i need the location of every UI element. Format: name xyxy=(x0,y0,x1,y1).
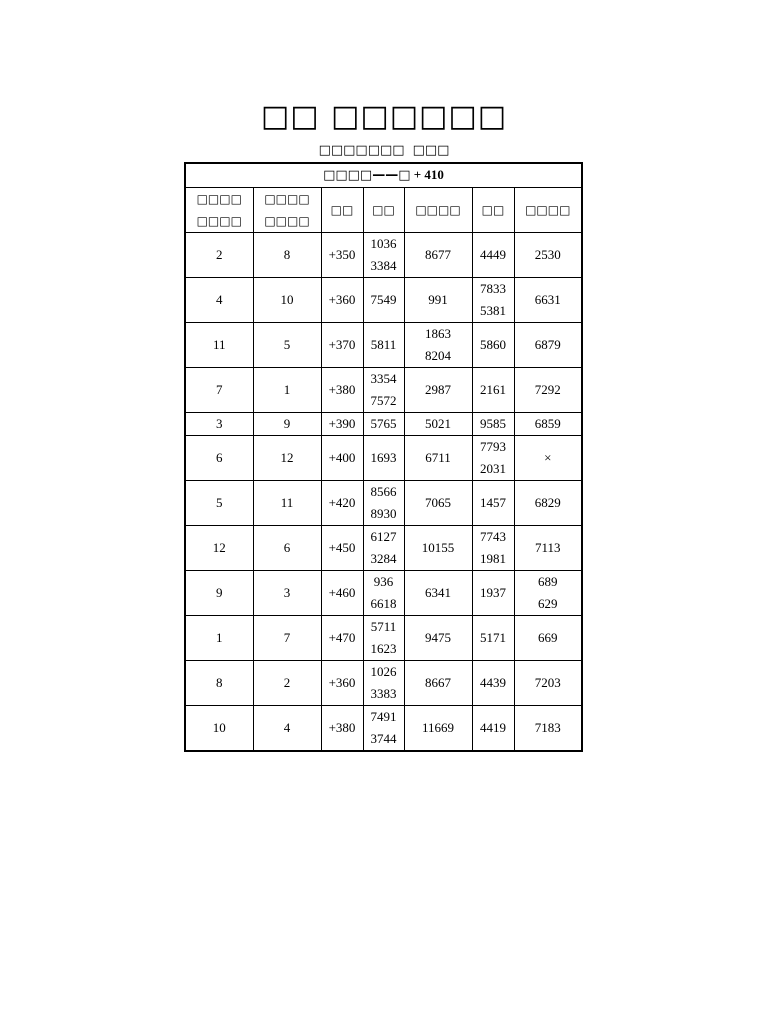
table-cell: 9585 xyxy=(472,413,514,436)
table-cell: 10 xyxy=(253,278,321,323)
table-cell: 8566 8930 xyxy=(363,481,404,526)
table-cell: 1036 3384 xyxy=(363,233,404,278)
table-cell: 12 xyxy=(185,526,253,571)
table-cell: 3 xyxy=(185,413,253,436)
table-cell: +390 xyxy=(321,413,363,436)
table-cell: 8 xyxy=(185,661,253,706)
table-row xyxy=(185,278,582,323)
table-cell: 5 xyxy=(253,323,321,368)
table-cell: +360 xyxy=(321,278,363,323)
table-cell: +350 xyxy=(321,233,363,278)
table-cell: 2530 xyxy=(514,233,582,278)
table-cell: 4449 xyxy=(472,233,514,278)
table-cell: 2 xyxy=(185,233,253,278)
table-cell: 5711 1623 xyxy=(363,616,404,661)
table-cell: 7793 2031 xyxy=(472,436,514,481)
column-header: □□□□ xyxy=(514,188,582,233)
table-cell: +420 xyxy=(321,481,363,526)
table-cell: +470 xyxy=(321,616,363,661)
table-cell: 1 xyxy=(185,616,253,661)
table-cell: +380 xyxy=(321,368,363,413)
table-cell: 11 xyxy=(253,481,321,526)
table-cell: 10 xyxy=(185,706,253,752)
table-cell: 7065 xyxy=(404,481,472,526)
table-cell: 5811 xyxy=(363,323,404,368)
table-cell: 6711 xyxy=(404,436,472,481)
table-row xyxy=(185,323,582,368)
table-cell: 1457 xyxy=(472,481,514,526)
table-cell: 10155 xyxy=(404,526,472,571)
column-header: □□ xyxy=(321,188,363,233)
table-cell: 7743 1981 xyxy=(472,526,514,571)
table-cell: 6 xyxy=(253,526,321,571)
table-cell: 936 6618 xyxy=(363,571,404,616)
table-row xyxy=(185,481,582,526)
header-row xyxy=(185,188,582,233)
table-cell: 1693 xyxy=(363,436,404,481)
table-cell: 5171 xyxy=(472,616,514,661)
table-cell: 6631 xyxy=(514,278,582,323)
table-cell: +460 xyxy=(321,571,363,616)
table-cell: 4 xyxy=(253,706,321,752)
table-cell: 7 xyxy=(185,368,253,413)
table-cell: 4 xyxy=(185,278,253,323)
table-cell: 5 xyxy=(185,481,253,526)
table-cell: 5765 xyxy=(363,413,404,436)
table-cell: 8677 xyxy=(404,233,472,278)
table-row xyxy=(185,661,582,706)
table-cell: 1863 8204 xyxy=(404,323,472,368)
table-cell: 8667 xyxy=(404,661,472,706)
table-cell: 6859 xyxy=(514,413,582,436)
table-cell: 669 xyxy=(514,616,582,661)
table-cell: +450 xyxy=(321,526,363,571)
table-cell: × xyxy=(514,436,582,481)
table-cell: 7549 xyxy=(363,278,404,323)
table-cell: 9475 xyxy=(404,616,472,661)
table-cell: 3 xyxy=(253,571,321,616)
subtitle-left: □□□□□□□ xyxy=(318,143,405,158)
column-header: □□ xyxy=(472,188,514,233)
table-cell: 9 xyxy=(185,571,253,616)
table-cell: 7203 xyxy=(514,661,582,706)
table-cell: 7 xyxy=(253,616,321,661)
column-header: □□□□ xyxy=(404,188,472,233)
table-cell: 1937 xyxy=(472,571,514,616)
table-cell: 7183 xyxy=(514,706,582,752)
subtitle xyxy=(0,141,768,161)
table-cell: 5860 xyxy=(472,323,514,368)
table-row xyxy=(185,233,582,278)
table-cell: 1026 3383 xyxy=(363,661,404,706)
table-banner: □□□□——□ + 410 xyxy=(185,163,582,188)
table-cell: 991 xyxy=(404,278,472,323)
table-cell: 6 xyxy=(185,436,253,481)
table-cell: 9 xyxy=(253,413,321,436)
table-cell: 6127 3284 xyxy=(363,526,404,571)
table-cell: 11669 xyxy=(404,706,472,752)
data-table xyxy=(184,162,583,752)
table-cell: 12 xyxy=(253,436,321,481)
table-cell: 2 xyxy=(253,661,321,706)
table-cell: 7491 3744 xyxy=(363,706,404,752)
table-cell: 7833 5381 xyxy=(472,278,514,323)
page-title: □□ □□□□□□ xyxy=(260,99,508,134)
table-cell: 689 629 xyxy=(514,571,582,616)
table-cell: 1 xyxy=(253,368,321,413)
table-body xyxy=(185,233,582,752)
table-cell: 2161 xyxy=(472,368,514,413)
column-header: □□□□ □□□□ xyxy=(253,188,321,233)
column-header: □□ xyxy=(363,188,404,233)
table-cell: +370 xyxy=(321,323,363,368)
subtitle-right: □□□ xyxy=(412,143,450,158)
table-row xyxy=(185,616,582,661)
table-row xyxy=(185,368,582,413)
table-row xyxy=(185,526,582,571)
table-cell: 7292 xyxy=(514,368,582,413)
table-cell: 4439 xyxy=(472,661,514,706)
table-cell: +400 xyxy=(321,436,363,481)
table-cell: 6341 xyxy=(404,571,472,616)
table-cell: 11 xyxy=(185,323,253,368)
table-cell: 4419 xyxy=(472,706,514,752)
table-cell: 8 xyxy=(253,233,321,278)
table-row xyxy=(185,571,582,616)
column-header: □□□□ □□□□ xyxy=(185,188,253,233)
table-cell: 7113 xyxy=(514,526,582,571)
table-cell: 5021 xyxy=(404,413,472,436)
table-cell: 3354 7572 xyxy=(363,368,404,413)
table-cell: 6879 xyxy=(514,323,582,368)
table-row xyxy=(185,706,582,752)
table-cell: +360 xyxy=(321,661,363,706)
table-cell: 6829 xyxy=(514,481,582,526)
table-row xyxy=(185,413,582,436)
table-cell: +380 xyxy=(321,706,363,752)
table-cell: 2987 xyxy=(404,368,472,413)
table-row xyxy=(185,436,582,481)
